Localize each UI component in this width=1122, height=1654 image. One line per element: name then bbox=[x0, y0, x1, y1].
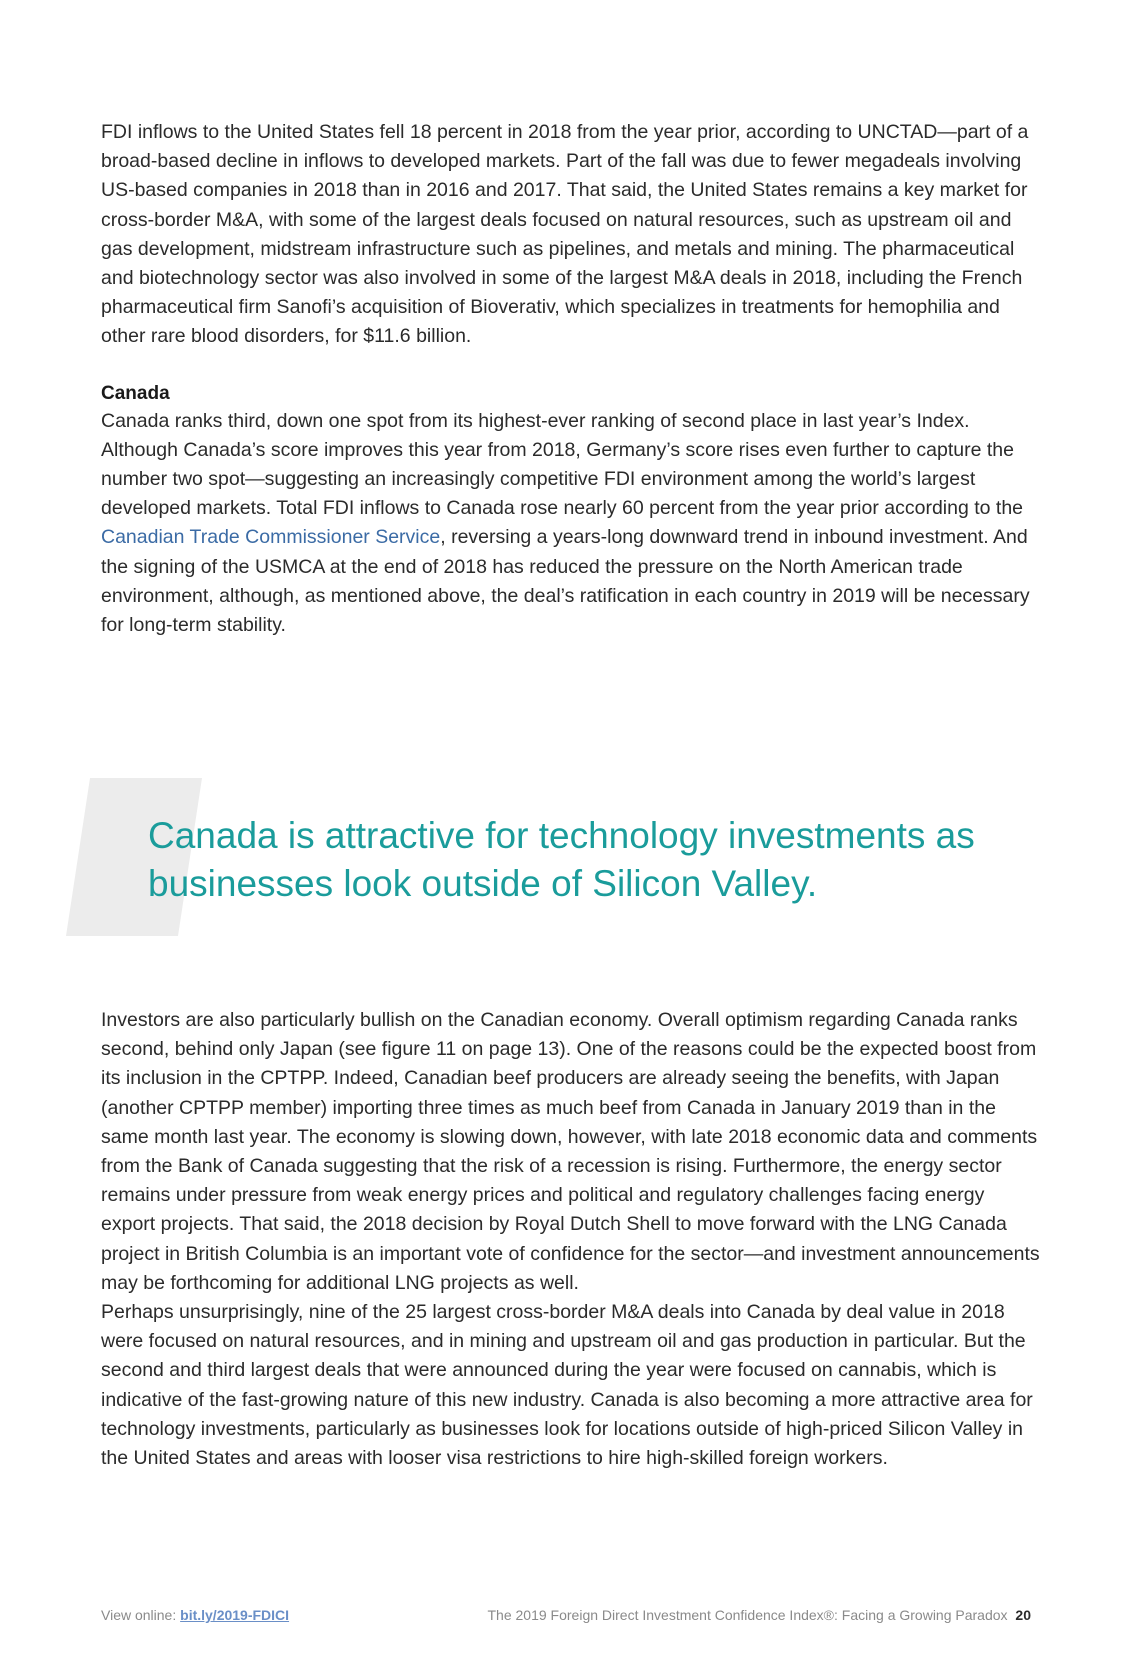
pull-quote-text: Canada is attractive for technology investments as businesses look outside of Silicon Valley. bbox=[148, 815, 975, 904]
paragraph-fdi-us: FDI inflows to the United States fell 18 percent in 2018 from the year prior, according to UNCTAD—part of a broad-based decline in inflows to developed markets. Part of the fall was due to fewer megadeals involving US-based companies in 2018 than in 2016 and 2017. That said, the United States remains a key market for cross-border M&A, with some of the largest deals focused on natural resources, such as upstream oil and gas development, midstream infrastructure such as pipelines, and metals and mining. The pharmaceutical and biotechnology sector was also involved in some of the largest M&A deals in 2018, including the French pharmaceutical firm Sanofi’s acquisition of Bioverativ, which specializes in treatments for hemophilia and other rare blood disorders, for $11.6 billion. bbox=[101, 121, 1029, 348]
pull-quote bbox=[0, 778, 1122, 948]
view-online-link[interactable]: bit.ly/2019-FDICI bbox=[180, 1607, 290, 1623]
footer-publication bbox=[488, 1607, 1032, 1623]
paragraph-canada-rank bbox=[101, 407, 1041, 641]
paragraph-investors-bullish: Investors are also particularly bullish on the Canadian economy. Overall optimism regarding Canada ranks second, behind only Japan (see figure 11 on page 13). One of the reasons could be the expected boost from its inclusion in the CPTPP. Indeed, Canadian beef producers are already seeing the benefits, with Japan (another CPTPP member) importing three times as much beef from Canada in January 2019 than in the same month last year. The economy is slowing down, however, with late 2018 economic data and comments from the Bank of Canada suggesting that the risk of a recession is rising. Furthermore, the energy sector remains under pressure from weak energy prices and political and regulatory challenges facing energy export projects. That said, the 2018 decision by Royal Dutch Shell to move forward with the LNG Canada project in British Columbia is an important vote of confidence for the sector—and investment announcements may be forthcoming for additional LNG projects as well. bbox=[101, 1009, 1040, 1294]
main-content-bottom bbox=[101, 1006, 1041, 1473]
page-number: 20 bbox=[1015, 1607, 1031, 1623]
page-footer bbox=[101, 1607, 1031, 1627]
paragraph-canada-rank-text-1: Canada ranks third, down one spot from its highest-ever ranking of second place in last year’s Index. Although Canada’s score improves this year from 2018, Germany’s score rises even further to capture the number two spot—suggesting an increasingly competitive FDI environment among the world’s largest developed markets. Total FDI inflows to Canada rose nearly 60 percent from the year prior according to the bbox=[101, 409, 1024, 520]
view-online bbox=[101, 1607, 289, 1623]
canadian-trade-commissioner-link[interactable]: Canadian Trade Commissioner Service bbox=[101, 526, 441, 549]
section-heading-canada: Canada bbox=[101, 382, 170, 404]
publication-title: The 2019 Foreign Direct Investment Confidence Index®: Facing a Growing Paradox bbox=[487, 1607, 1008, 1623]
main-content-top bbox=[101, 118, 1041, 640]
paragraph-ma-deals: Perhaps unsurprisingly, nine of the 25 largest cross-border M&A deals into Canada by deal value in 2018 were focused on natural resources, and in mining and upstream oil and gas production in particular. But the second and third largest deals that were announced during the year were focused on cannabis, which is indicative of the fast-growing nature of this new industry. Canada is also becoming a more attractive area for technology investments, particularly as businesses look for locations outside of high-priced Silicon Valley in the United States and areas with looser visa restrictions to hire high-skilled foreign workers. bbox=[101, 1301, 1033, 1470]
view-online-label: View online: bbox=[101, 1607, 177, 1623]
paragraph-canada-rank-text-2: , reversing a years-long downward trend in inbound investment. And the signing of the USMCA at the end of 2018 has reduced the pressure on the North American trade environment, although, as mentioned above, the deal’s ratification in each country in 2019 will be necessary for long-term stability. bbox=[101, 526, 1030, 637]
